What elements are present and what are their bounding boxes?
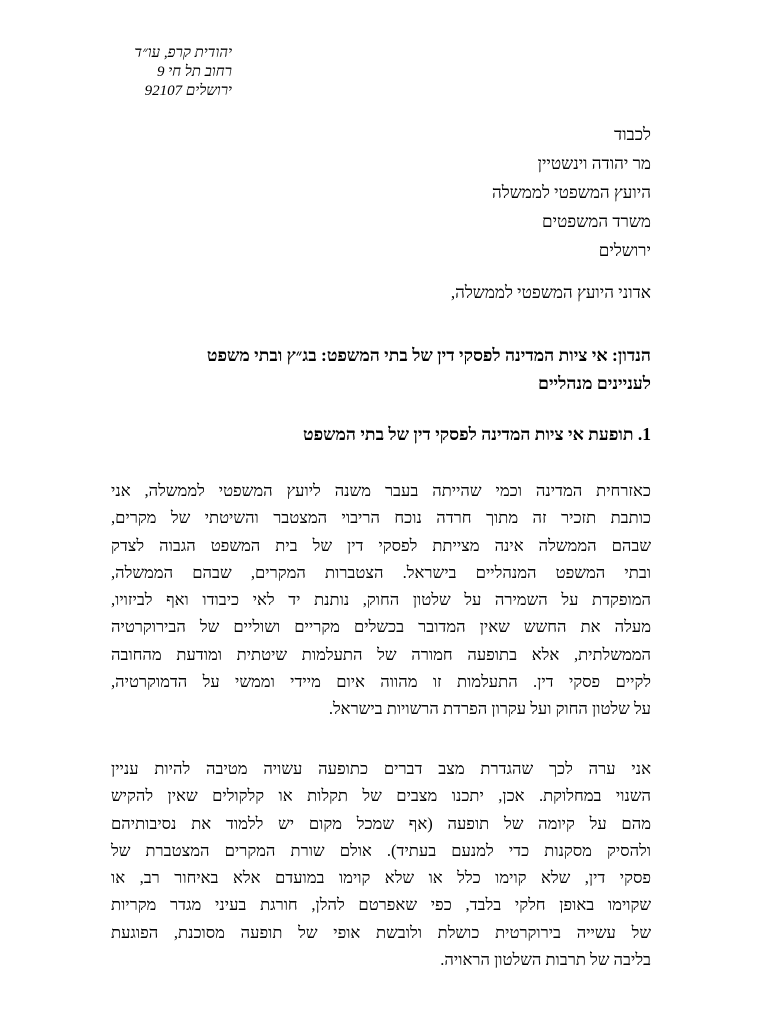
sender-name: יהודית קרפ, עו״ד [134, 45, 232, 61]
recipient-name: מר יהודה וינשטיין [537, 154, 651, 173]
subject-line-2: לעניינים מנהליים [538, 373, 651, 393]
paragraph-line: על שלטון החוק ועל עקרון הפרדת הרשויות בישראל. [328, 699, 651, 719]
recipient-title: היועץ המשפטי לממשלה [492, 183, 651, 202]
paragraph-line: מהם על קיומה של תופעה (אף שמכל מקום יש ללמוד את נסיבותיהם [111, 813, 651, 833]
recipient-to: לכבוד [614, 125, 651, 144]
sender-city: ירושלים 92107 [144, 83, 232, 99]
paragraph-line: ולהסיק מסקנות כדי למנעם בעתיד). אולם שורת המקרים המצטברת של [111, 840, 651, 860]
subject-line-1: הנדון: אי ציות המדינה לפסקי דין של בתי המשפט: בג״ץ ובתי משפט [206, 345, 651, 365]
paragraph-line: בליבה של תרבות השלטון הראויה. [440, 950, 651, 970]
paragraph-line: שקוימו באופן חלקי בלבד, כפי שאפרטם להלן, חורגת בעיני מגדר מקריות [111, 895, 651, 915]
paragraph-line: הממשלתית, אלא בתופעה חמורה של התעלמות שיטתית ומודעת מהחובה [111, 644, 651, 664]
recipient-office: משרד המשפטים [541, 212, 651, 231]
paragraph-line: לקיים פסקי דין. התעלמות זו מהווה איום מיידי וממשי על הדמוקרטיה, [111, 672, 651, 692]
paragraph-line: שבהם הממשלה אינה מצייתת לפסקי דין של בית המשפט הגבוה לצדק [111, 535, 651, 555]
subject-line [111, 341, 651, 397]
paragraph-line: המופקדת על השמירה על שלטון החוק, נותנת יד לאי כיבודו ואף לביזויו, [111, 590, 651, 610]
sender-street: רחוב תל חי 9 [156, 64, 232, 80]
salutation: אדוני היועץ המשפטי לממשלה, [450, 283, 651, 302]
paragraph-line: של עשייה בירוקרטית כושלת ולובשת אופי של תופעה מסוכנת, הפוגעת [111, 922, 651, 942]
paragraph-line: ובתי המשפט המנהליים בישראל. הצטברות המקרים, שבהם הממשלה, [111, 562, 651, 582]
paragraph-line: פסקי דין, שלא קוימו כלל או שלא קוימו במועדם אלא באיחור רב, או [111, 868, 651, 888]
paragraph-line: השנוי במחלוקת. אכן, יתכנו מצבים של תקלות או קלקולים שאין להקיש [111, 786, 651, 806]
recipient-address-block [251, 120, 651, 265]
paragraph-2 [111, 755, 651, 973]
paragraph-line: כאזרחית המדינה וכמי שהייתה בעבר משנה ליועץ המשפטי לממשלה, אני [111, 481, 651, 500]
paragraph-1 [111, 477, 651, 723]
recipient-city: ירושלים [598, 241, 651, 260]
paragraph-line: אני ערה לכך שהגדרת מצב דברים כתופעה עשויה מטיבה להיות עניין [111, 759, 651, 778]
paragraph-line: מעלה את החשש שאין המדובר בכשלים מקריים ושוליים של הבירוקרטיה [111, 617, 651, 637]
paragraph-line: כותבת תזכיר זה מתוך חרדה נוכח הריבוי המצטבר והשיטתי של מקרים, [111, 508, 651, 528]
sender-address-block [112, 44, 232, 101]
section-heading: 1. תופעת אי ציות המדינה לפסקי דין של בתי המשפט [303, 424, 651, 444]
